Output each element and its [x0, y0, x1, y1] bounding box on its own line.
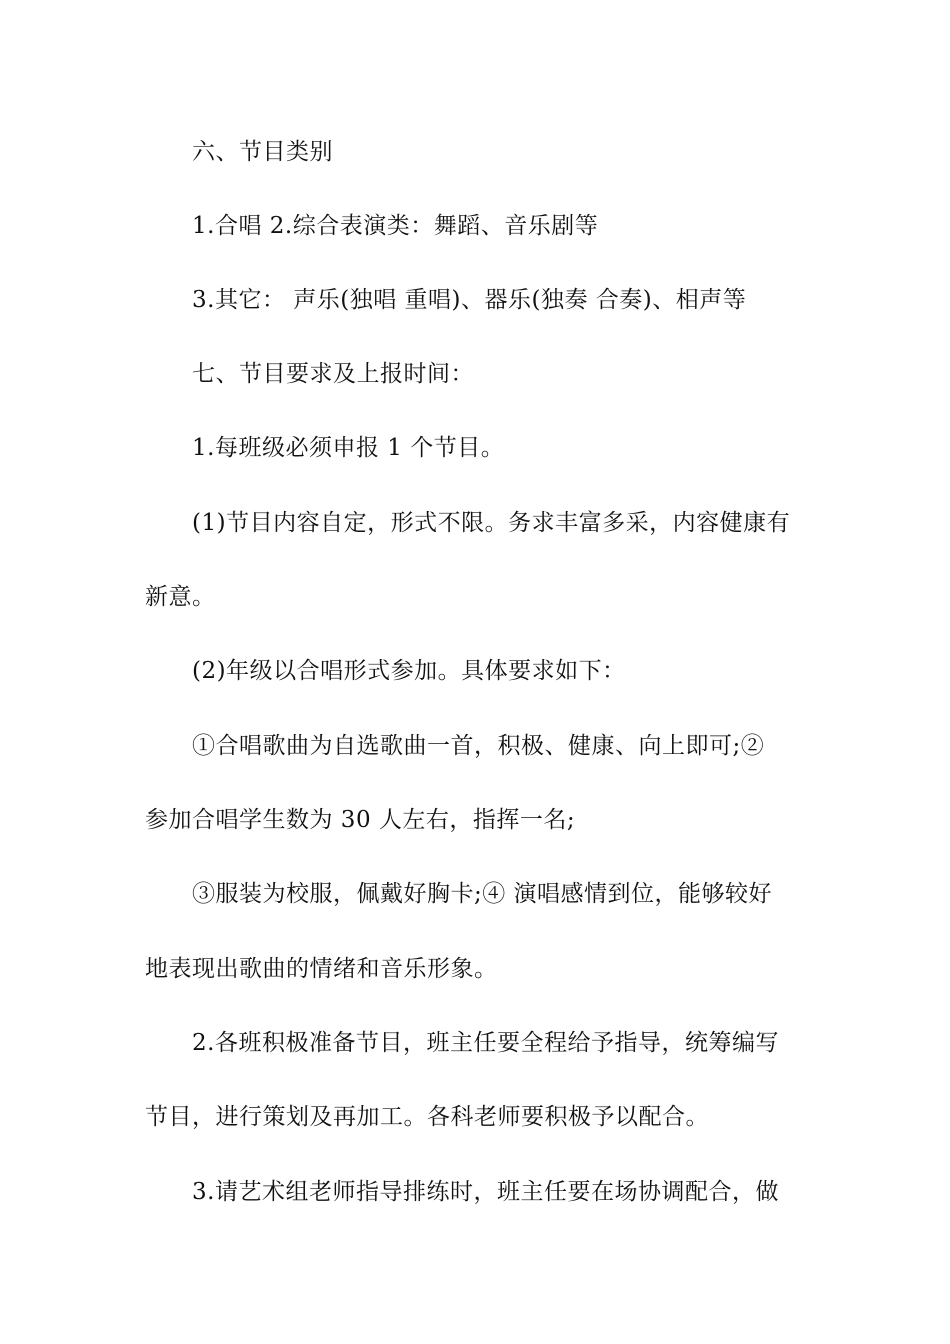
paragraph-line: 3.请艺术组老师指导排练时，班主任要在场协调配合，做	[192, 1179, 779, 1205]
paragraph-line: ③服装为校服，佩戴好胸卡;④ 演唱感情到位，能够较好	[192, 881, 773, 907]
paragraph-line: 地表现出歌曲的情绪和音乐形象。	[145, 956, 498, 982]
paragraph-line: 节目，进行策划及再加工。各科老师要积极予以配合。	[145, 1104, 709, 1130]
paragraph-line: ①合唱歌曲为自选歌曲一首，积极、健康、向上即可;②	[192, 733, 765, 759]
paragraph-line: (1)节目内容自定，形式不限。务求丰富多采，内容健康有	[192, 510, 791, 536]
paragraph-line: 1.合唱 2.综合表演类：舞蹈、音乐剧等	[192, 213, 599, 239]
paragraph-line: 3.其它： 声乐(独唱 重唱)、器乐(独奏 合奏)、相声等	[192, 287, 747, 313]
paragraph-line: (2)年级以合唱形式参加。具体要求如下：	[192, 658, 626, 684]
paragraph-line: 2.各班积极准备节目，班主任要全程给予指导，统筹编写	[192, 1030, 779, 1056]
section-heading-program-categories: 六、节目类别	[192, 139, 333, 165]
paragraph-line: 1.每班级必须申报 1 个节目。	[192, 435, 505, 461]
paragraph-line: 参加合唱学生数为 30 人左右，指挥一名;	[145, 807, 576, 833]
section-heading-program-requirements: 七、节目要求及上报时间：	[192, 361, 474, 387]
paragraph-line: 新意。	[145, 584, 216, 610]
